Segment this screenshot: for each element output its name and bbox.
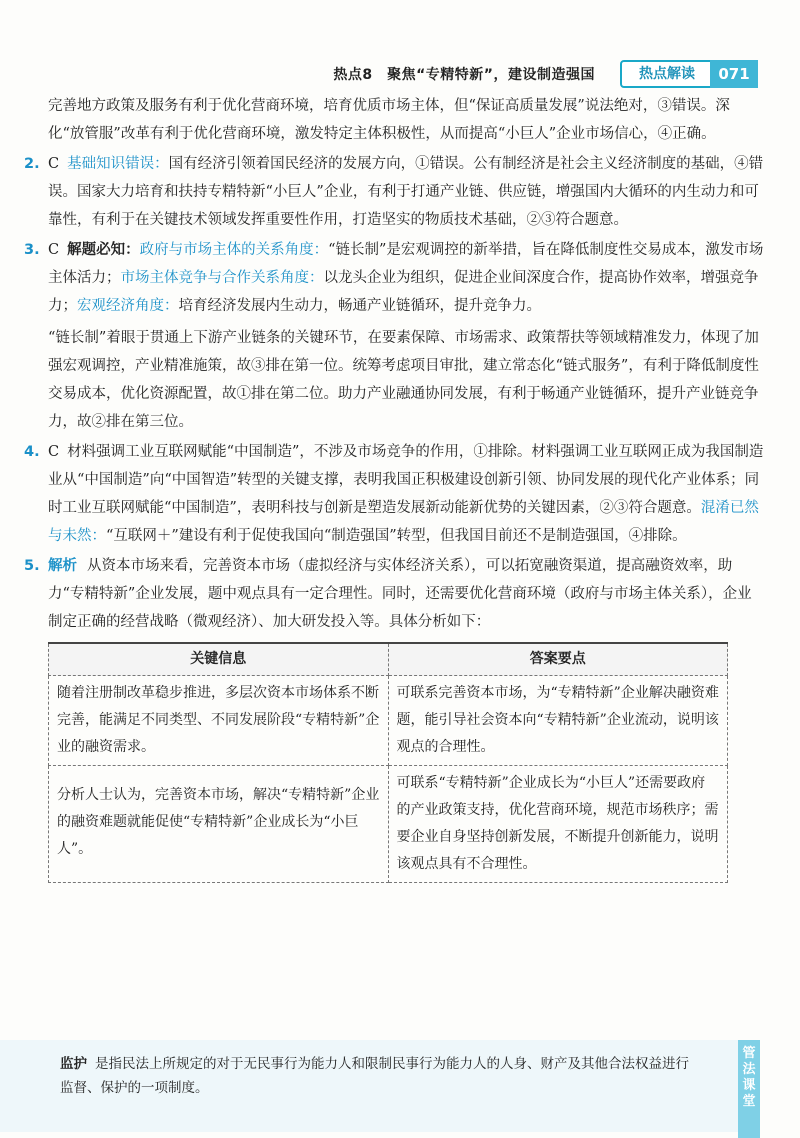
subtag-label: 市场主体竞争与合作关系角度： <box>120 270 324 286</box>
side-tab: 管法课堂 <box>738 1040 760 1138</box>
main-content <box>24 92 765 883</box>
table-cell: 随着注册制改革稳步推进，多层次资本市场体系不断完善，能满足不同类型、不同发展阶段“专精特新”企业的融资需求。 <box>49 676 389 766</box>
table-cell: 分析人士认为，完善资本市场，解决“专精特新”企业的融资难题就能促使“专精特新”企业成长为“小巨人”。 <box>49 766 389 883</box>
question-5 <box>24 552 765 636</box>
intro-paragraph: 完善地方政策及服务有利于优化营商环境，培育优质市场主体，但“保证高质量发展”说法绝对，③错误。深化“放管服”改革有利于优化营商环境，激发特定主体积极性，从而提高“小巨人”企业市场信心，④正确。 <box>48 98 730 142</box>
table-cell: 可联系“专精特新”企业成长为“小巨人”还需要政府的产业政策支持，优化营商环境，规范市场秩序；需要企业自身坚持创新发展，不断提升创新能力，说明该观点具有不合理性。 <box>388 766 728 883</box>
answer-letter: C <box>48 444 60 460</box>
answer-text: 从资本市场来看，完善资本市场（虚拟经济与实体经济关系），可以拓宽融资渠道，提高融资效率，助力“专精特新”企业发展，题中观点具有一定合理性。同时，还需要优化营商环境（政府与市场主体关系），企业制定正确的经营战略（微观经济）、加大研发投入等。具体分析如下： <box>48 558 752 630</box>
question-number: 4. <box>24 444 40 460</box>
header-title: 热点8 聚焦“专精特新”，建设制造强国 <box>333 67 595 83</box>
tag-label: 基础知识错误： <box>67 156 169 172</box>
answer-text: 国有经济引领着国民经济的发展方向，①错误。公有制经济是社会主义经济制度的基础，④错误。国家大力培育和扶持专精特新“小巨人”企业，有利于打通产业链、供应链，增强国内大循环的内生动力和可靠性，有利于在关键技术领域发挥重要性作用，打造坚实的物质技术基础，②③符合题意。 <box>48 156 764 228</box>
footer-note <box>60 1052 700 1102</box>
tag-label: 解题必知： <box>67 241 140 258</box>
answer-text: 以龙头企业为组织，促进企业间深度合作，提高协作效率，增强竞争力； <box>48 270 759 314</box>
tag-label: 混淆已然与未然： <box>48 500 759 544</box>
question-3 <box>24 236 765 436</box>
table-header: 答案要点 <box>388 643 728 676</box>
question-number: 2. <box>24 156 40 172</box>
answer-text: “互联网＋”建设有利于促使我国向“制造强国”转型，但我国目前还不是制造强国，④排除。 <box>106 528 687 544</box>
answer-text: “链长制”是宏观调控的新举措，旨在降低制度性交易成本，激发市场主体活力； <box>48 242 764 286</box>
analysis-label: 解析 <box>48 557 77 574</box>
table-cell: 可联系完善资本市场，为“专精特新”企业解决融资难题，能引导社会资本向“专精特新”企业流动，说明该观点的合理性。 <box>388 676 728 766</box>
page-number: 071 <box>710 60 758 88</box>
answer-paragraph: “链长制”着眼于贯通上下游产业链条的关键环节，在要素保障、市场需求、政策帮扶等领域精准发力，体现了加强宏观调控，产业精准施策，故③排在第一位。统筹考虑项目审批，建立常态化“链式服务”，有利于降低制度性交易成本，优化资源配置，故①排在第二位。助力产业融通协同发展，有利于畅通产业链循环，提升产业链竞争力，故②排在第三位。 <box>48 330 759 430</box>
question-2 <box>24 150 765 234</box>
analysis-table <box>48 642 728 883</box>
answer-text: 培育经济发展内生动力，畅通产业链循环，提升竞争力。 <box>178 298 541 314</box>
answer-letter: C <box>48 156 60 172</box>
subtag-label: 宏观经济角度： <box>77 298 179 314</box>
table-header: 关键信息 <box>49 643 389 676</box>
note-label: 监护 <box>60 1056 87 1072</box>
table-row <box>49 676 728 766</box>
answer-text: 材料强调工业互联网赋能“中国制造”，不涉及市场竞争的作用，①排除。材料强调工业互联网正成为我国制造业从“中国制造”向“中国智造”转型的关键支撑，表明我国正积极建设创新引领、协同发展的现代化产业体系；同时工业互联网赋能“中国制造”，表明科技与创新是塑造发展新动能新优势的关键因素，②③符合题意。 <box>48 444 764 516</box>
question-number: 5. <box>24 558 40 574</box>
table-row <box>49 766 728 883</box>
question-4 <box>24 438 765 550</box>
question-number: 3. <box>24 242 40 258</box>
subtag-label: 政府与市场主体的关系角度： <box>139 242 329 258</box>
note-text: 是指民法上所规定的对于无民事行为能力人和限制民事行为能力人的人身、财产及其他合法权益进行监督、保护的一项制度。 <box>60 1056 689 1096</box>
section-badge: 热点解读 <box>620 60 714 88</box>
page-header <box>0 58 800 88</box>
answer-letter: C <box>48 242 60 258</box>
